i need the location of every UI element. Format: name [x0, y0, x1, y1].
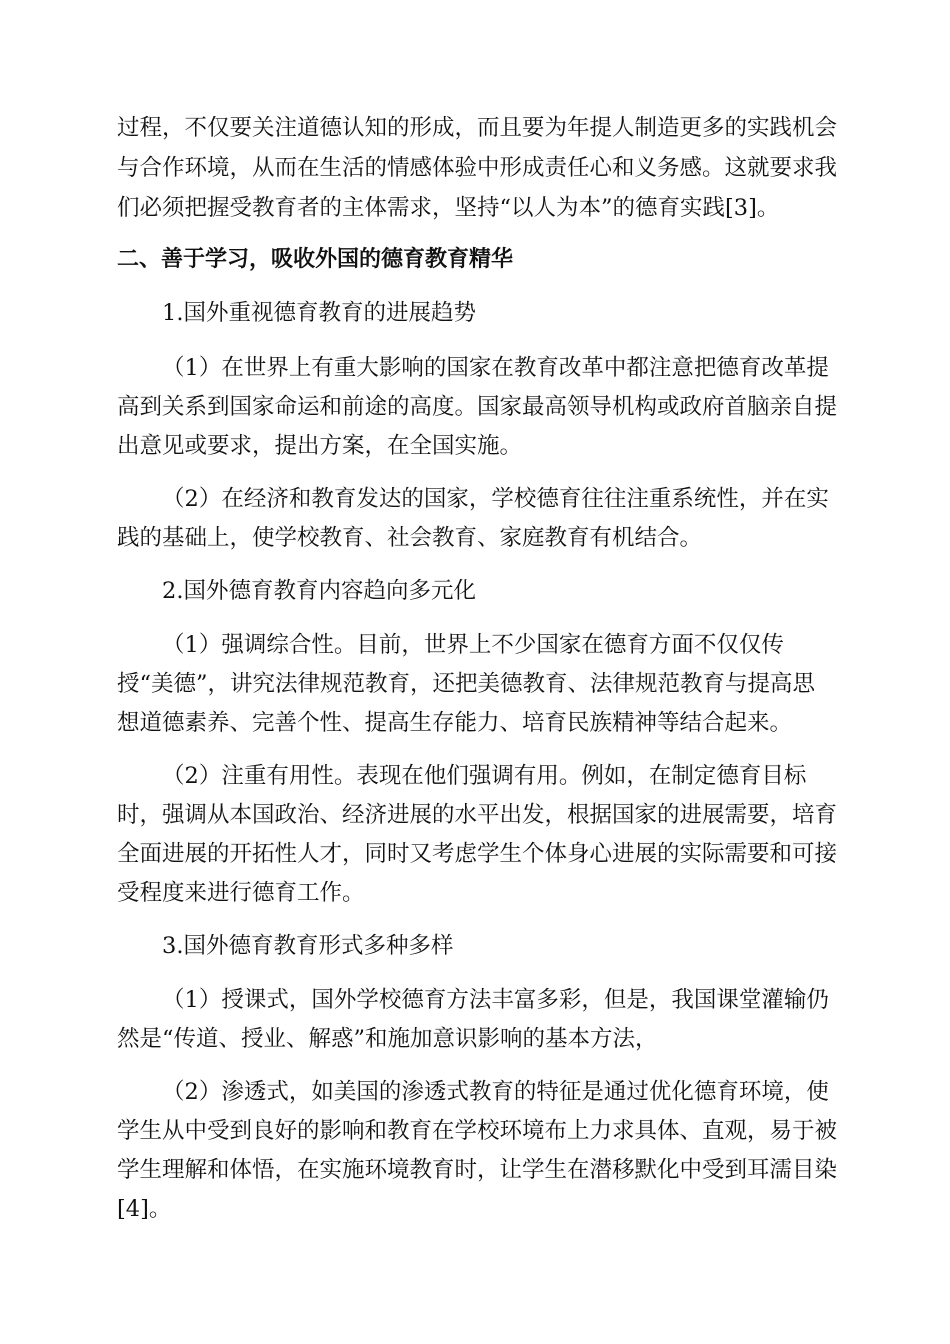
text-line: 高到关系到国家命运和前途的高度。国家最高领导机构或政府首脑亲自提	[117, 394, 838, 420]
text-line: （2）注重有用性。表现在他们强调有用。例如，在制定德育目标	[162, 763, 807, 789]
text-line: 然是“传道、授业、解惑”和施加意识影响的基本方法，	[117, 1026, 658, 1052]
text-line: （2）在经济和教育发达的国家，学校德育往往注重系统性，并在实	[162, 486, 829, 512]
text-line: 践的基础上，使学校教育、社会教育、家庭教育有机结合。	[117, 525, 703, 551]
text-line: 想道德素养、完善个性、提高生存能力、培育民族精神等结合起来。	[117, 710, 793, 736]
text-line: 时，强调从本国政治、经济进展的水平出发，根据国家的进展需要，培育	[117, 802, 838, 828]
section-heading: 二、善于学习，吸收外国的德育教育精华	[117, 247, 514, 272]
subsection-title: 2.国外德育教育内容趋向多元化	[162, 578, 476, 604]
text-line: 授“美德”，讲究法律规范教育，还把美德教育、法律规范教育与提高思	[117, 671, 816, 697]
text-line: （1）授课式，国外学校德育方法丰富多彩，但是，我国课堂灌输仍	[162, 987, 829, 1013]
text-line: （1）在世界上有重大影响的国家在教育改革中都注意把德育改革提	[162, 355, 829, 381]
text-line: [4]。	[117, 1196, 172, 1222]
text-line: （1）强调综合性。目前，世界上不少国家在德育方面不仅仅传	[162, 632, 784, 658]
subsection-title: 1.国外重视德育教育的进展趋势	[162, 300, 476, 326]
text-line: （2）渗透式，如美国的渗透式教育的特征是通过优化德育环境，使	[162, 1079, 829, 1105]
text-line: 出意见或要求，提出方案，在全国实施。	[117, 433, 523, 459]
text-line: 学生理解和体悟，在实施环境教育时，让学生在潜移默化中受到耳濡目染	[117, 1157, 838, 1183]
text-line: 与合作环境，从而在生活的情感体验中形成责任心和义务感。这就要求我	[117, 155, 838, 181]
subsection-title: 3.国外德育教育形式多种多样	[162, 933, 454, 959]
text-line: 过程，不仅要关注道德认知的形成，而且要为年提人制造更多的实践机会	[117, 115, 838, 141]
text-line: 全面进展的开拓性人才，同时又考虑学生个体身心进展的实际需要和可接	[117, 841, 838, 867]
text-line: 们必须把握受教育者的主体需求，坚持“以人为本”的德育实践[3]。	[117, 195, 780, 221]
text-line: 学生从中受到良好的影响和教育在学校环境布上力求具体、直观，易于被	[117, 1118, 838, 1144]
text-line: 受程度来进行德育工作。	[117, 880, 365, 906]
